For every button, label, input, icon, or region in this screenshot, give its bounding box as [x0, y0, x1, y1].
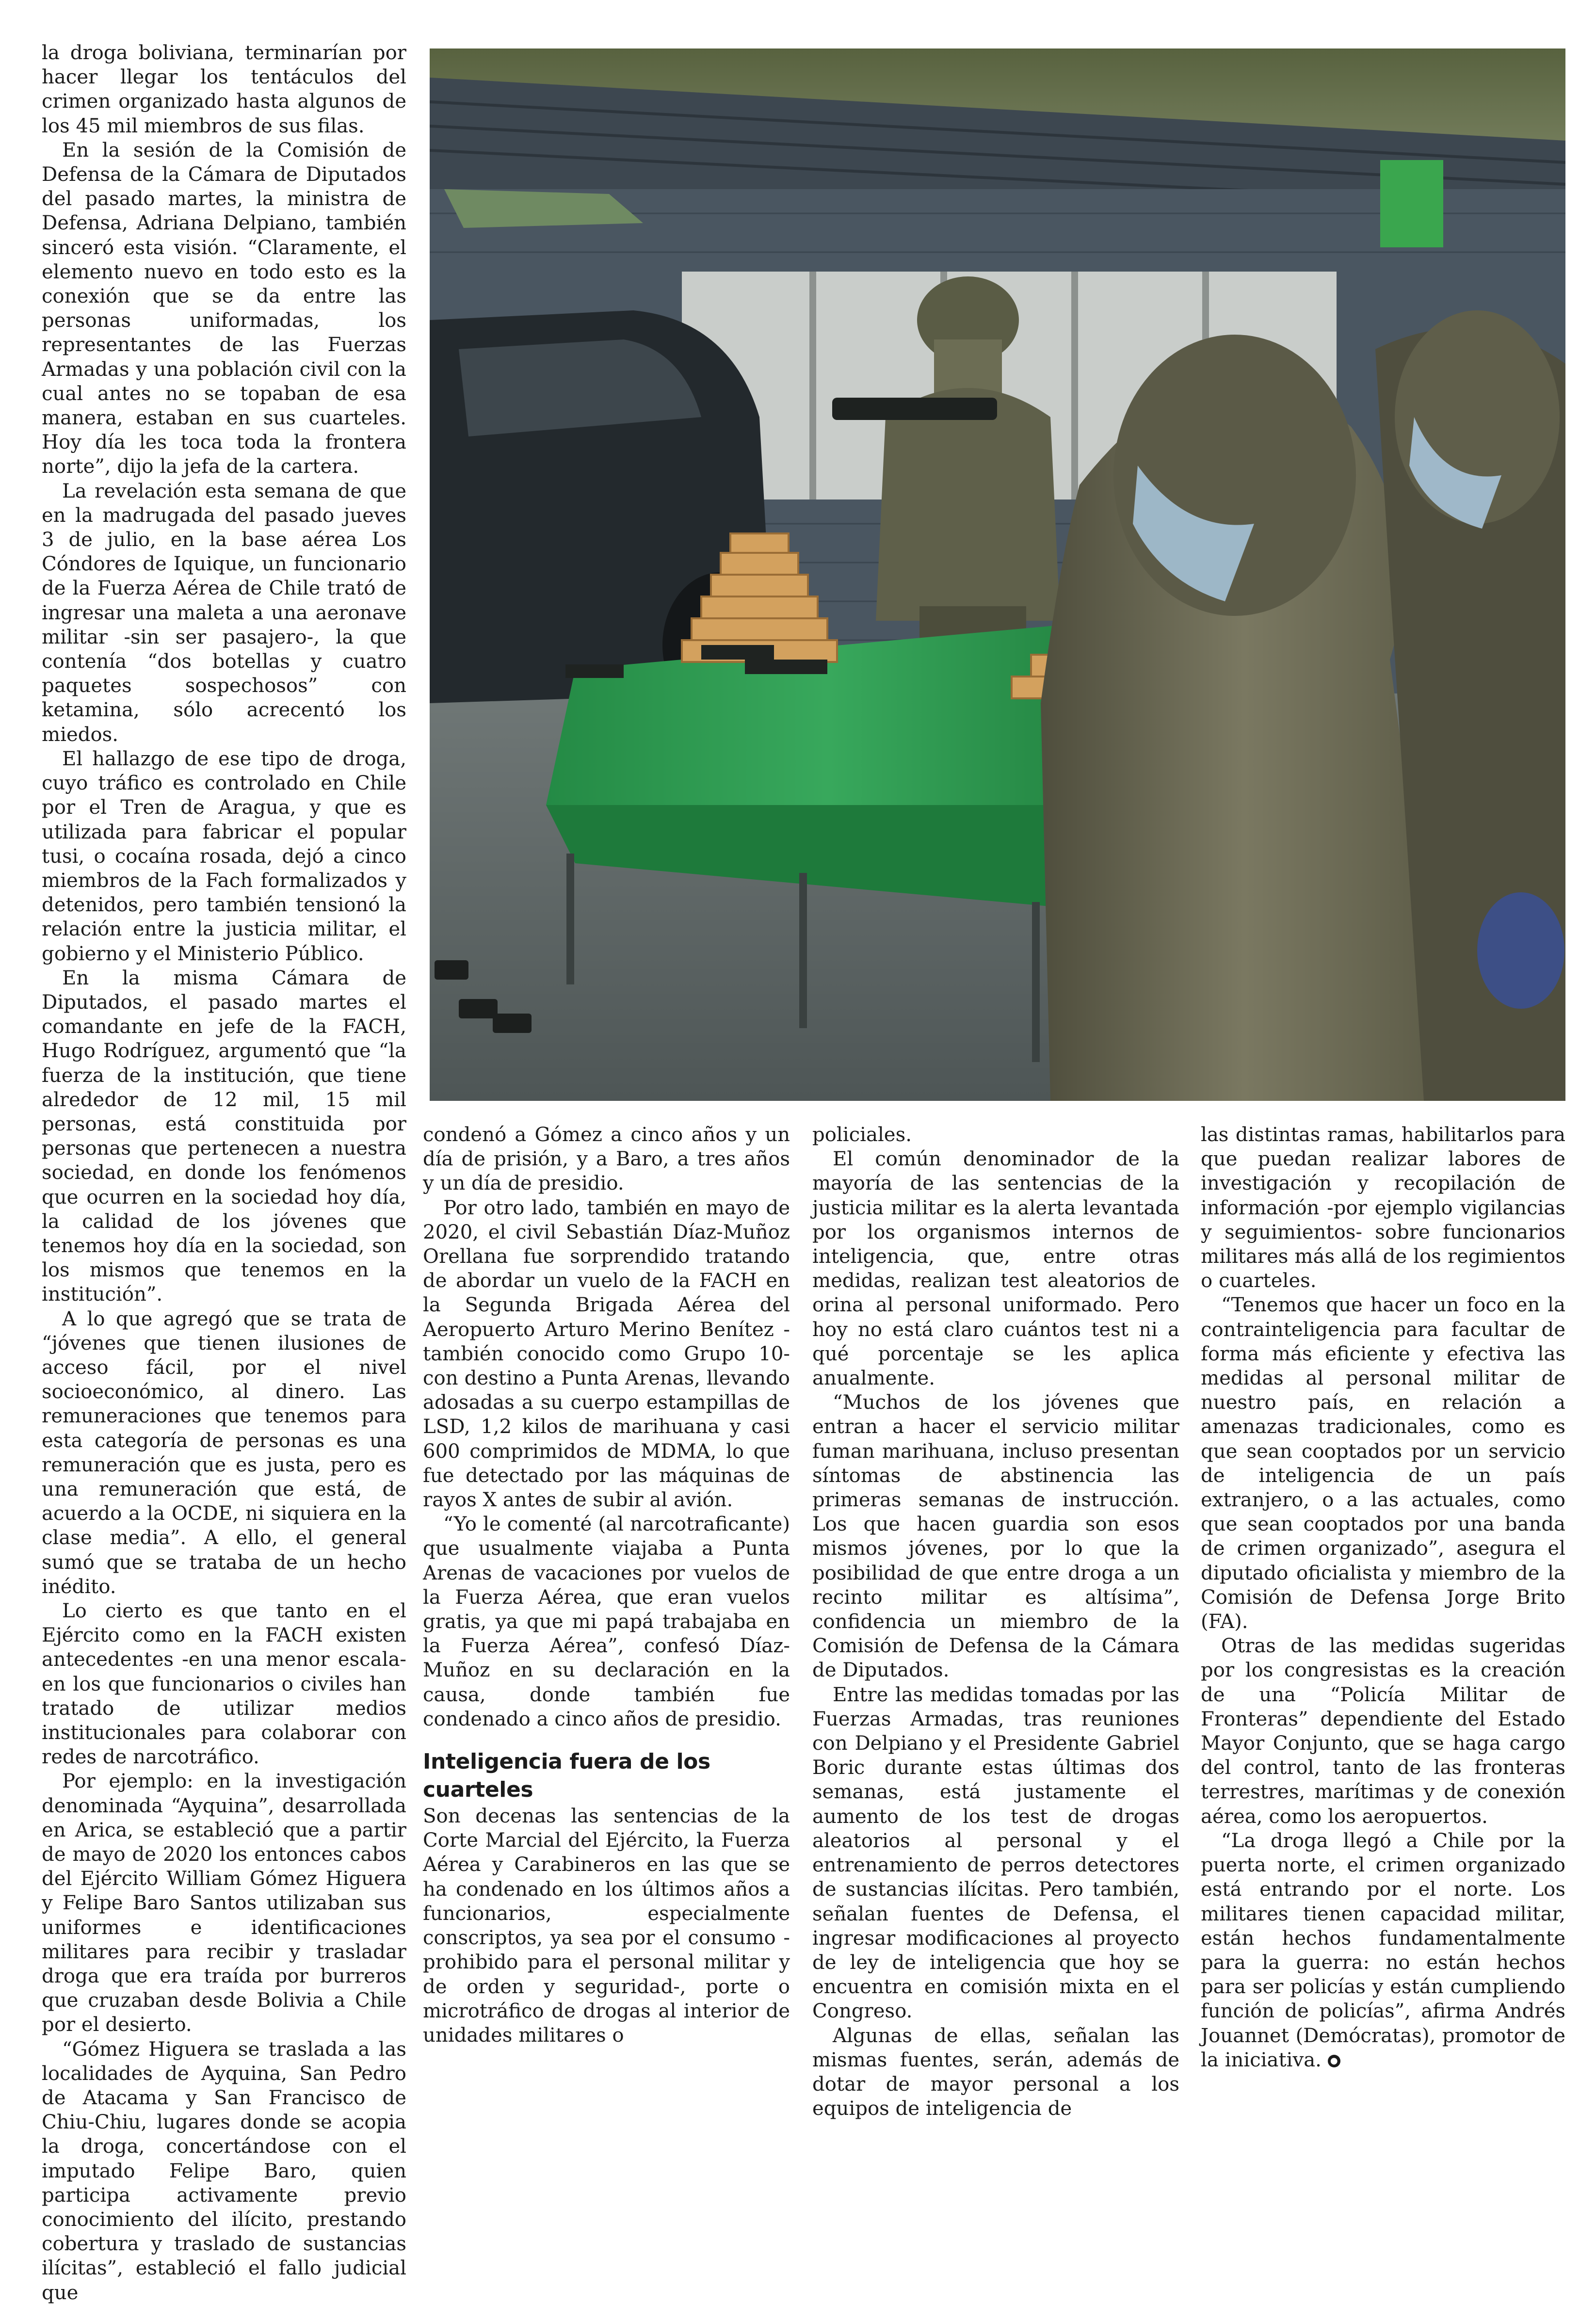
paragraph: Son decenas las sentencias de la Corte Marcial del Ejército, la Fuerza Aérea y Carabineros en las que se ha condenado en los últimos años a funcionarios, especialmente conscriptos, ya sea por el consumo -prohibido para el personal militar y de orden y seguridad-, porte o microtráfico de drogas al interior de unidades militares o: [423, 1805, 790, 2047]
paragraph: Por otro lado, también en mayo de 2020, el civil Sebastián Díaz-Muñoz Orellana fue sorprendido tratando de abordar un vuelo de la FACH en la Segunda Brigada Aérea del Aeropuerto Arturo Merino Benítez -también conocido como Grupo 10- con destino a Punta Arenas, llevando adosadas a su cuerpo estampillas de LSD, 1,2 kilos de marihuana y casi 600 comprimidos de MDMA, lo que fue detectado por las máquinas de rayos X antes de subir al avión.: [423, 1196, 790, 1512]
section-subheading: Inteligencia fuera de los cuarteles: [423, 1749, 710, 1803]
article-column-3: [812, 1123, 1179, 2121]
paragraph: la droga boliviana, terminarían por hacer llegar los tentáculos del crimen organizado hasta algunos de los 45 mil miembros de sus filas.: [42, 42, 406, 137]
paragraph: condenó a Gómez a cinco años y un día de prisión, y a Baro, a tres años y un día de presidio.: [423, 1124, 790, 1195]
paragraph: Algunas de ellas, señalan las mismas fuentes, serán, además de dotar de mayor personal a los equipos de inteligencia de: [812, 2024, 1179, 2120]
paragraph: Entre las medidas tomadas por las Fuerzas Armadas, tras reuniones con Delpiano y el Presidente Gabriel Boric durante estas últimas dos semanas, está justamente el aumento de los test de drogas aleatorios al personal y el entrenamiento de perros detectores de sustancias ilícitas. Pero también, señalan fuentes de Defensa, el ingresar modificaciones al proyecto de ley de inteligencia que hoy se encuentra en comisión mixta en el Congreso.: [812, 1683, 1179, 2023]
paragraph: A lo que agregó que se trata de “jóvenes que tienen ilusiones de acceso fácil, por el nivel socioeconómico, al dinero. Las remuneraciones que tenemos para esta categoría de personas es una remuneración que es justa, pero es una remuneración que está, de acuerdo a la OCDE, ni siquiera en la clase media”. A ello, el general sumó que se trataba de un hecho inédito.: [42, 1307, 406, 1598]
paragraph: En la sesión de la Comisión de Defensa de la Cámara de Diputados del pasado martes, la ministra de Defensa, Adriana Delpiano, también sinceró esta visión. “Claramente, el elemento nuevo en todo esto es la conexión que se da entre las personas uniformadas, los representantes de las Fuerzas Armadas y una población civil con la cual antes no se topaban de esa manera, estaban en sus cuarteles. Hoy día les toca toda la frontera norte”, dijo la jefa de la cartera.: [42, 139, 406, 478]
paragraph: “Gómez Higuera se traslada a las localidades de Ayquina, San Pedro de Atacama y San Francisco de Chiu-Chiu, lugares donde se acopia la droga, concertándose con el imputado Felipe Baro, quien participa activamente previo conocimiento del ilícito, prestando cobertura y traslado de sustancias ilícitas”, estableció el fallo judicial que: [42, 2038, 406, 2304]
paragraph: policiales.: [812, 1124, 912, 1146]
article-column-4: [1201, 1123, 1565, 2072]
end-mark-icon: ●: [1328, 2055, 1340, 2067]
article-column-2: [423, 1123, 790, 2047]
paragraph: “Muchos de los jóvenes que entran a hacer el servicio militar fuman marihuana, incluso presentan síntomas de abstinencia las primeras semanas de instrucción. Los que hacen guardia son esos mismos jóvenes, por lo que la posibilidad de que entre droga a un recinto militar es altísima”, confidencia un miembro de la Comisión de Defensa de la Cámara de Diputados.: [812, 1391, 1179, 1682]
paragraph: las distintas ramas, habilitarlos para que puedan realizar labores de investigación y recopilación de información -por ejemplo vigilancias y seguimientos- sobre funcionarios militares más allá de los regimientos o cuarteles.: [1201, 1124, 1565, 1292]
news-photo: [430, 48, 1565, 1101]
paragraph: “Yo le comenté (al narcotraficante) que usualmente viajaba a Punta Arenas de vacaciones por vuelos de la Fuerza Aérea, que eran vuelos gratis, ya que mi papá trabajaba en la Fuerza Aérea”, confesó Díaz-Muñoz en su declaración en la causa, donde también fue condenado a cinco años de presidio.: [423, 1513, 790, 1730]
paragraph: El común denominador de la mayoría de las sentencias de la justicia militar es la alerta levantada por los organismos internos de inteligencia, que, entre otras medidas, realizan test aleatorios de orina al personal uniformado. Pero hoy no está claro cuántos test ni a qué porcentaje se les aplica anualmente.: [812, 1148, 1179, 1390]
paragraph: “Tenemos que hacer un foco en la contrainteligencia para facultar de forma más eficiente y efectiva las medidas al personal militar de nuestro país, en relación a amenazas tradicionales, como es que sean cooptados por un servicio de inteligencia de un país extranjero, o a las actuales, como que sean cooptados por una banda de crimen organizado”, asegura el diputado oficialista y miembro de la Comisión de Defensa Jorge Brito (FA).: [1201, 1294, 1565, 1633]
article-column-1: [42, 41, 406, 2305]
paragraph: La revelación esta semana de que en la madrugada del pasado jueves 3 de julio, en la base aérea Los Cóndores de Iquique, un funcionario de la Fuerza Aérea de Chile trató de ingresar una maleta a una aeronave militar -sin ser pasajero-, la que contenía “dos botellas y cuatro paquetes sospechosos” con ketamina, sólo acrecentó los miedos.: [42, 480, 406, 746]
paragraph: Por ejemplo: en la investigación denominada “Ayquina”, desarrollada en Arica, se estableció que a partir de mayo de 2020 los entonces cabos del Ejército William Gómez Higuera y Felipe Baro Santos utilizaban sus uniformes e identificaciones militares para recibir y trasladar droga que era traída por burreros que cruzaban desde Bolivia a Chile por el desierto.: [42, 1770, 406, 2036]
paragraph: El hallazgo de ese tipo de droga, cuyo tráfico es controlado en Chile por el Tren de Aragua, y que es utilizada para fabricar el popular tusi, o cocaína rosada, dejó a cinco miembros de la Fach formalizados y detenidos, pero también tensionó la relación entre la justicia militar, el gobierno y el Ministerio Público.: [42, 747, 406, 965]
paragraph: Lo cierto es que tanto en el Ejército como en la FACH existen antecedentes -en una menor escala- en los que funcionarios o civiles han tratado de utilizar medios institucionales para colaborar con redes de narcotráfico.: [42, 1600, 406, 1769]
paragraph: Otras de las medidas sugeridas por los congresistas es la creación de una “Policía Militar de Fronteras” dependiente del Estado Mayor Conjunto, que se haga cargo del control, tanto de las fronteras terrestres, marítimas y de conexión aérea, como los aeropuertos.: [1201, 1635, 1565, 1828]
paragraph-text: “La droga llegó a Chile por la puerta norte, el crimen organizado está entrando por el norte. Los militares tienen capacidad militar, están hechos fundamentalmente para la guerra: no están hechos para ser policías y están cumpliendo función de policías”, afirma Andrés Jouannet (Demócratas), promotor de la iniciativa.: [1201, 1829, 1565, 2071]
paragraph: En la misma Cámara de Diputados, el pasado martes el comandante en jefe de la FACH, Hugo Rodríguez, argumentó que “la fuerza de la institución, que tiene alrededor de 12 mil, 15 mil personas, está constituida por personas que pertenecen a nuestra sociedad, en donde los fenómenos que ocurren en la sociedad hoy día, la calidad de los jóvenes que tenemos hoy día en la sociedad, son los mismos que tenemos en la institución”.: [42, 967, 406, 1306]
paragraph-final: [1201, 1829, 1565, 2072]
